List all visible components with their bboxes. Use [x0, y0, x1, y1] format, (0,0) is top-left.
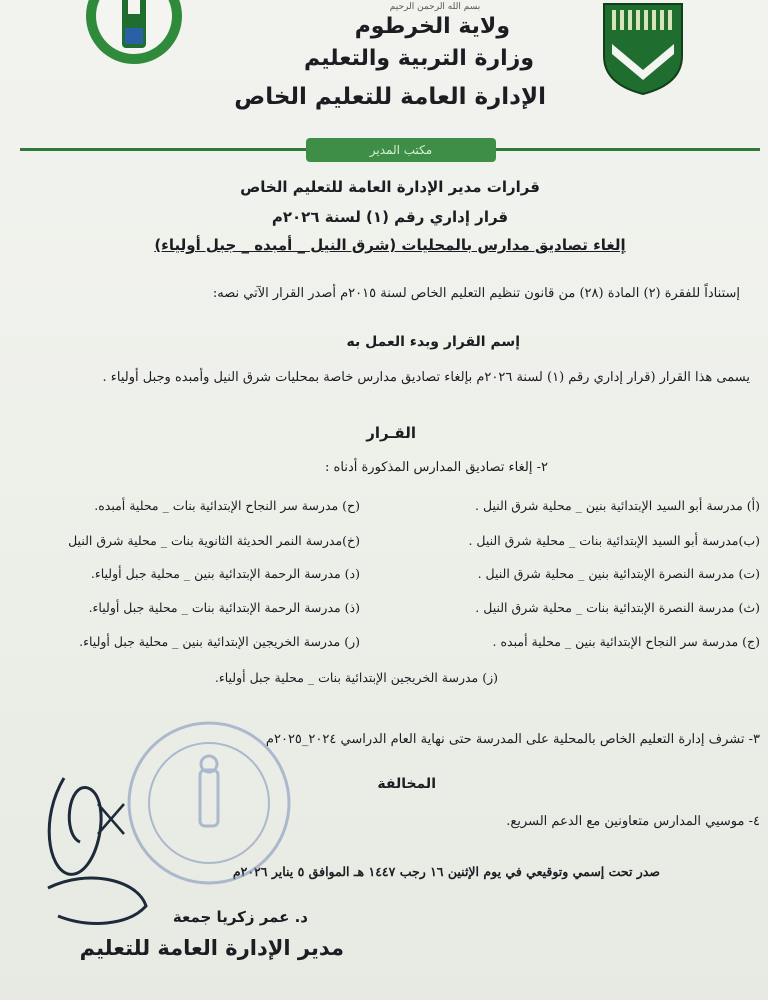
section-heading-violation: المخالفة	[377, 776, 436, 792]
office-tab-label: مكتب المدير	[306, 138, 496, 162]
school-item: (ب)مدرسة أبو السيد الإبتدائية بنات _ محلية شرق النيل .	[468, 533, 760, 548]
school-item: (ز) مدرسة الخريجين الإبتدائية بنات _ محلية جبل أولياء.	[214, 670, 498, 685]
signer-name: د. عمر زكريا جمعة	[172, 908, 308, 926]
article-2: ٢- إلغاء تصاديق المدارس المذكورة أدناه :	[325, 460, 548, 475]
preamble-text: إستناداً للفقرة (٢) المادة (٢٨) من قانون تنظيم التعليم الخاص لسنة ٢٠١٥م أصدر القرار الآتي نصه:	[212, 286, 740, 301]
school-item: (ت) مدرسة النصرة الإبتدائية بنين _ محلية شرق النيل .	[477, 566, 760, 581]
school-item: (أ) مدرسة أبو السيد الإبتدائية بنين _ محلية شرق النيل .	[475, 498, 760, 513]
issuance-line: صدر تحت إسمي وتوقيعي في يوم الإثنين ١٦ رجب ١٤٤٧ هـ الموافق ٥ يناير ٢٠٢٦م	[232, 864, 660, 879]
handwritten-signature-icon	[28, 738, 168, 938]
school-item: (خ)مدرسة النمر الحديثة الثانوية بنات _ محلية شرق النيل	[68, 533, 360, 548]
section-heading-name: إسم القرار وبدء العمل به	[346, 334, 520, 350]
basmala: بسم الله الرحمن الرحيم	[389, 2, 481, 12]
state-name: ولاية الخرطوم	[354, 14, 510, 39]
state-emblem-logo	[598, 0, 688, 96]
school-item: (ح) مدرسة سر النجاح الإبتدائية بنات _ محلية أمبده.	[94, 498, 360, 513]
decision-number: قرار إداري رقم (١) لسنة ٢٠٢٦م	[271, 208, 509, 226]
school-item: (ذ) مدرسة الرحمة الإبتدائية بنات _ محلية جبل أولياء.	[88, 600, 360, 615]
school-item: (ر) مدرسة الخريجين الإبتدائية بنين _ محلية جبل أولياء.	[79, 634, 360, 649]
school-item: (ج) مدرسة سر النجاح الإبتدائية بنين _ محلية أمبده .	[492, 634, 760, 649]
ministry-emblem-logo	[84, 0, 184, 66]
article-1: يسمى هذا القرار (قرار إداري رقم (١) لسنة ٢٠٢٦م بإلغاء تصاديق مدارس خاصة بمحليات شرق النيل وأمبده وجبل أولياء .	[102, 370, 750, 385]
section-heading-decision: القـرار	[366, 424, 416, 442]
article-4: ٤- موسيي المدارس متعاونين مع الدعم السريع.	[506, 814, 760, 829]
directorate-name: الإدارة العامة للتعليم الخاص	[234, 84, 546, 110]
article-3: ٣- تشرف إدارة التعليم الخاص بالمحلية على المدرسة حتى نهاية العام الدراسي ٢٠٢٤_٢٠٢٥م	[265, 732, 760, 747]
school-item: (د) مدرسة الرحمة الإبتدائية بنين _ محلية جبل أولياء.	[90, 566, 360, 581]
signer-title: مدير الإدارة العامة للتعليم	[79, 936, 344, 960]
school-item: (ث) مدرسة النصرة الإبتدائية بنات _ محلية شرق النيل .	[475, 600, 760, 615]
decision-title: قرارات مدير الإدارة العامة للتعليم الخاص	[240, 178, 540, 196]
ministry-name: وزارة التربية والتعليم	[304, 46, 534, 71]
decision-subject: إلغاء تصاديق مدارس بالمحليات (شرق النيل _ أمبده _ جبل أولياء)	[154, 236, 626, 254]
